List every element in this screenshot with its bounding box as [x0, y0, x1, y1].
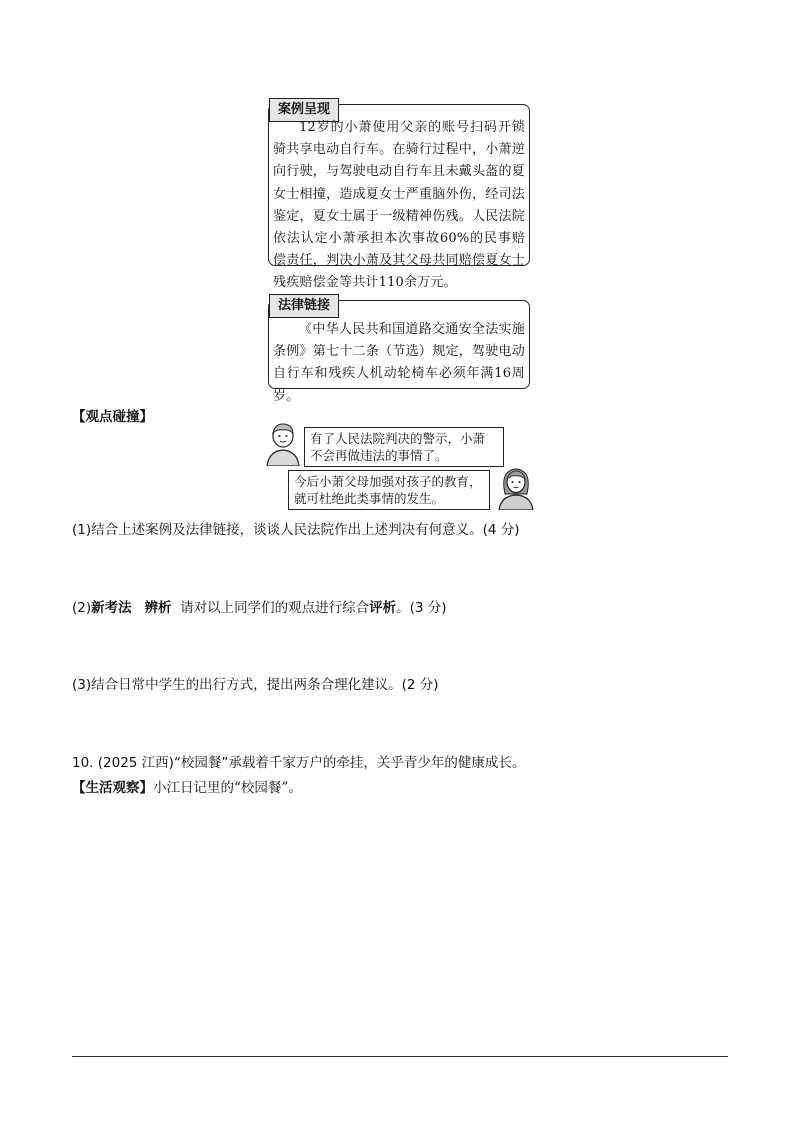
boy-line-1: 有了人民法院判决的警示，小萧: [310, 431, 486, 446]
life-observation-tag: 【生活观察】: [72, 780, 153, 796]
law-card-tag: 法律链接: [269, 294, 339, 318]
question-2-tag-new: 新考法: [91, 600, 132, 616]
question-2: [72, 596, 447, 616]
question-2-text-b: 评析: [369, 600, 397, 616]
life-observation-text: 小江日记里的“校园餐”。: [153, 780, 302, 796]
life-observation: [72, 776, 302, 796]
question-2-tag-analysis: 辨析: [144, 600, 172, 616]
girl-figure-icon: [494, 464, 538, 510]
law-card-text: 《中华人民共和国道路交通安全法实施条例》第七十二条（节选）规定，驾驶电动自行车和残疾人机动轮椅车必须年满16周岁。: [273, 322, 525, 404]
viewpoints-heading: 【观点碰撞】: [72, 409, 153, 425]
girl-speech-bubble: [288, 470, 490, 510]
question-2-number: (2): [72, 600, 92, 616]
case-card-text: 12岁的小萧使用父亲的账号扫码开锁骑共享电动自行车。在骑行过程中，小萧逆向行驶，与驾驶电动自行车且未戴头盔的夏女士相撞，造成夏女士严重脑外伤，经司法鉴定，夏女士属于一级精神伤残。人民法院依法认定小萧承担本次事故60%的民事赔偿责任，判决小萧及其父母共同赔偿夏女士残疾赔偿金等共计110余万元。: [273, 120, 525, 291]
case-card-tag: 案例呈现: [269, 98, 339, 122]
law-card: [268, 298, 530, 404]
problem-10-stem: 10. (2025 江西)“校园餐”承载着千家万户的牵挂，关乎青少年的健康成长。: [72, 755, 526, 771]
boy-speech-bubble: [304, 427, 504, 467]
question-1: (1)结合上述案例及法律链接，谈谈人民法院作出上述判决有何意义。(4 分): [72, 522, 520, 538]
question-2-text-a: 请对以上同学们的观点进行综合: [180, 600, 370, 616]
boy-figure-icon: [262, 420, 304, 466]
case-card: [268, 102, 530, 291]
girl-line-2: 就可杜绝此类事情的发生。: [294, 491, 445, 506]
question-3: (3)结合日常中学生的出行方式，提出两条合理化建议。(2 分): [72, 677, 439, 693]
girl-line-1: 今后小萧父母加强对孩子的教育，: [294, 474, 482, 489]
question-2-text-c: 。(3 分): [396, 600, 447, 616]
boy-line-2: 不会再做违法的事情了。: [310, 448, 448, 463]
footer-divider: [72, 1056, 728, 1057]
